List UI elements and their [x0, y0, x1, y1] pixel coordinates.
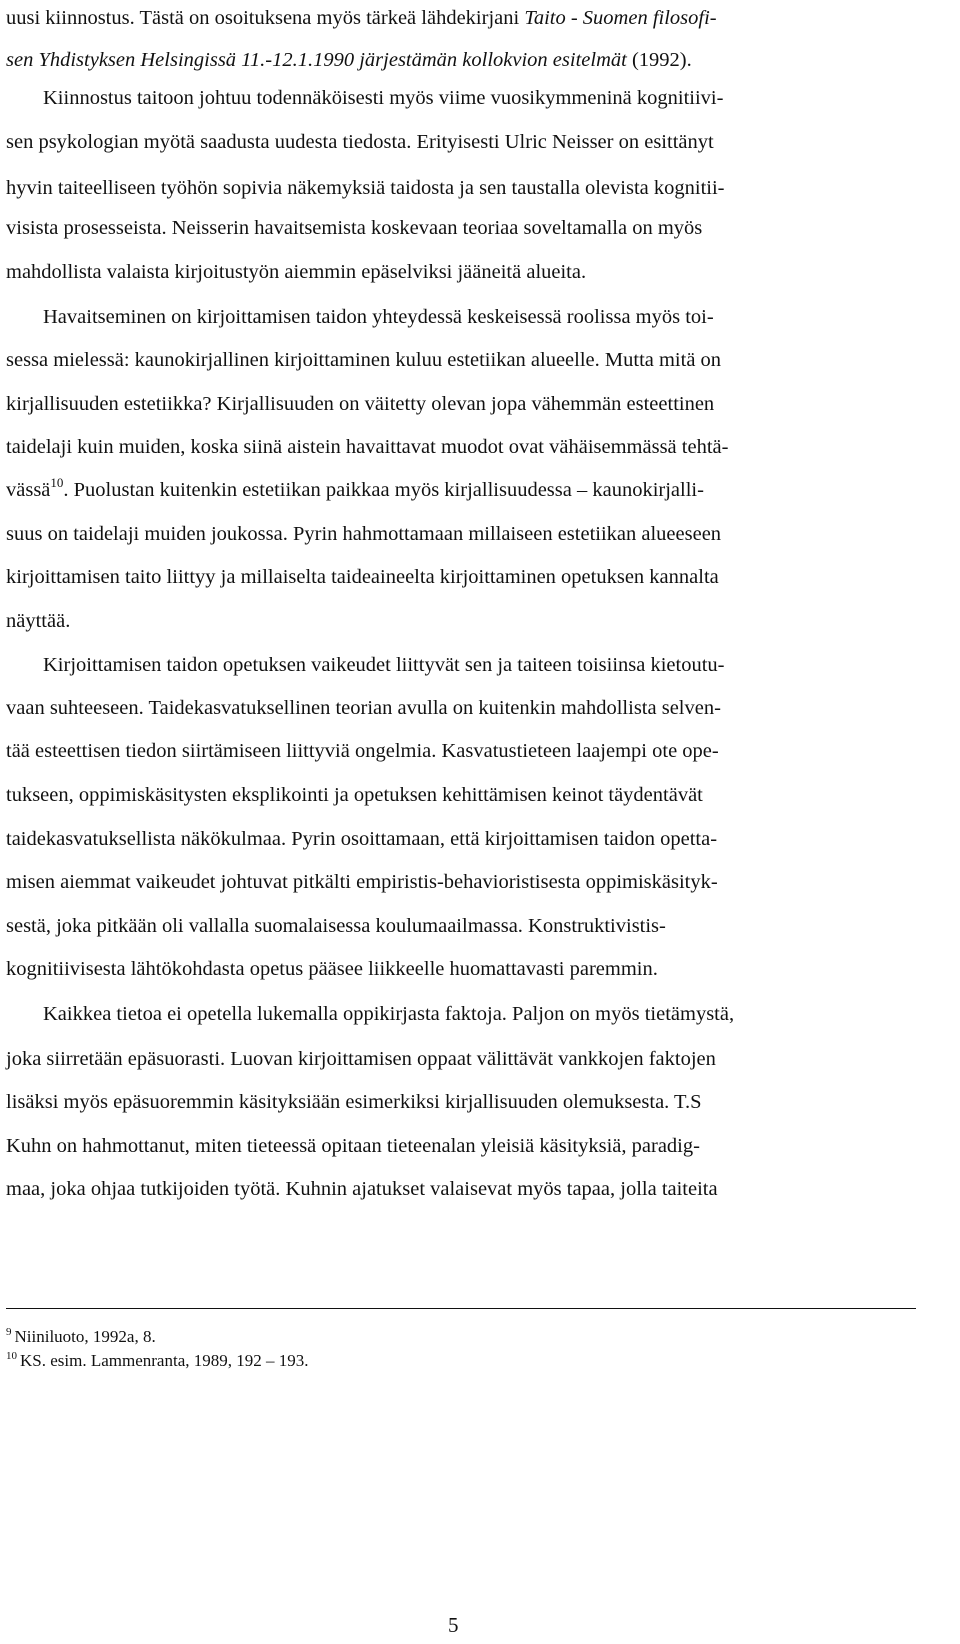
- text-run: joka siirretään epäsuorasti. Luovan kirjoittamisen oppaat välittävät vankkojen faktojen: [6, 1048, 716, 1070]
- text-line: [6, 741, 936, 762]
- text-run: Kuhn on hahmottanut, miten tieteessä opitaan tieteenalan yleisiä käsityksiä, paradig-: [6, 1135, 700, 1157]
- text-line: [43, 655, 936, 676]
- text-line: [6, 262, 936, 283]
- text-run: (1992).: [626, 49, 692, 71]
- text-line: [6, 218, 936, 239]
- text-run: tää esteettisen tiedon siirtämiseen liittyviä ongelmia. Kasvatustieteen laajempi ote ope-: [6, 740, 719, 762]
- text-run: . Puolustan kuitenkin estetiikan paikkaa myös kirjallisuudessa – kaunokirjalli-: [63, 479, 704, 501]
- text-run: vässä: [6, 479, 51, 501]
- text-run: sessa mielessä: kaunokirjallinen kirjoittaminen kuluu estetiikan alueelle. Mutta mitä on: [6, 349, 722, 371]
- text-line: [6, 785, 936, 806]
- text-line: [6, 475, 936, 501]
- text-line: [6, 437, 936, 458]
- text-line: [6, 1092, 936, 1113]
- text-line: [6, 524, 936, 545]
- text-run: uusi kiinnostus. Tästä on osoituksena myös tärkeä lähdekirjani: [6, 7, 525, 29]
- text-line: [6, 916, 936, 937]
- text-run: näyttää.: [6, 610, 71, 632]
- text-run: vaan suhteeseen. Taidekasvatuksellinen teorian avulla on kuitenkin mahdollista selven-: [6, 697, 721, 719]
- text-line: [6, 350, 936, 371]
- text-run: lisäksi myös epäsuoremmin käsityksiään esimerkiksi kirjallisuuden olemuksesta. T.S: [6, 1091, 702, 1113]
- text-run: hyvin taiteelliseen työhön sopivia näkemyksiä taidosta ja sen taustalla olevista kognitii-: [6, 177, 725, 199]
- text-run: suus on taidelaji muiden joukossa. Pyrin hahmottamaan millaiseen estetiikan alueeseen: [6, 523, 722, 545]
- text-line: [6, 567, 936, 588]
- footnote-reference: 10: [50, 475, 64, 490]
- text-line: [43, 88, 936, 109]
- text-line: [6, 50, 936, 71]
- text-line: [6, 1049, 936, 1070]
- footnote-separator: [6, 1308, 916, 1309]
- text-line: [6, 872, 936, 893]
- footnote-text: KS. esim. Lammenranta, 1989, 192 – 193.: [20, 1351, 309, 1370]
- footnote-number: 10: [6, 1350, 17, 1362]
- text-line: [43, 307, 936, 328]
- italic-title: Taito - Suomen filosofi-: [524, 7, 717, 29]
- text-run: sen psykologian myötä saadusta uudesta tiedosta. Erityisesti Ulric Neisser on esittänyt: [6, 131, 714, 153]
- text-line: [6, 698, 936, 719]
- text-run: Kiinnostus taitoon johtuu todennäköisesti myös viime vuosikymmeninä kognitiivi-: [43, 87, 724, 109]
- text-run: misen aiemmat vaikeudet johtuvat pitkälti empiristis-behavioristisesta oppimiskäsityk-: [6, 871, 718, 893]
- text-line: [6, 132, 936, 153]
- text-run: kirjallisuuden estetiikka? Kirjallisuuden on väitetty olevan jopa vähemmän esteettinen: [6, 393, 715, 415]
- text-run: kirjoittamisen taito liittyy ja millaiselta taideaineelta kirjoittaminen opetuksen kannalta: [6, 566, 719, 588]
- text-run: taidelaji kuin muiden, koska siinä aistein havaittavat muodot ovat vähäisemmässä tehtä-: [6, 436, 729, 458]
- text-line: [6, 1179, 936, 1200]
- page-number: 5: [448, 1613, 459, 1637]
- text-run: taidekasvatuksellista näkökulmaa. Pyrin osoittamaan, että kirjoittamisen taidon opetta-: [6, 828, 718, 850]
- text-run: kognitiivisesta lähtökohdasta opetus pääsee liikkeelle huomattavasti paremmin.: [6, 958, 658, 980]
- text-line: [6, 959, 936, 980]
- italic-title: sen Yhdistyksen Helsingissä 11.-12.1.1990 järjestämän kollokvion esitelmät: [6, 49, 627, 71]
- text-run: tukseen, oppimiskäsitysten eksplikointi ja opetuksen kehittämisen keinot täydentävät: [6, 784, 703, 806]
- text-line: [6, 829, 936, 850]
- text-run: maa, joka ohjaa tutkijoiden työtä. Kuhnin ajatukset valaisevat myös tapaa, jolla taiteita: [6, 1178, 718, 1200]
- footnote: [6, 1328, 156, 1345]
- footnote-text: Niiniluoto, 1992a, 8.: [14, 1327, 156, 1346]
- text-run: Kaikkea tietoa ei opetella lukemalla oppikirjasta faktoja. Paljon on myös tietämystä,: [43, 1003, 735, 1025]
- text-run: sestä, joka pitkään oli vallalla suomalaisessa koulumaailmassa. Konstruktivistis-: [6, 915, 666, 937]
- text-run: Kirjoittamisen taidon opetuksen vaikeudet liittyvät sen ja taiteen toisiinsa kietoutu-: [43, 654, 725, 676]
- footnote: [6, 1352, 309, 1369]
- text-line: [6, 8, 936, 29]
- text-line: [43, 1004, 936, 1025]
- text-line: [6, 1136, 936, 1157]
- text-run: mahdollista valaista kirjoitustyön aiemmin epäselviksi jääneitä alueita.: [6, 261, 587, 283]
- text-line: [6, 178, 936, 199]
- text-line: [6, 394, 936, 415]
- footnote-number: 9: [6, 1326, 12, 1338]
- text-line: [6, 611, 936, 632]
- text-run: visista prosesseista. Neisserin havaitsemista koskevaan teoriaa soveltamalla on myös: [6, 217, 703, 239]
- text-run: Havaitseminen on kirjoittamisen taidon yhteydessä keskeisessä roolissa myös toi-: [43, 306, 714, 328]
